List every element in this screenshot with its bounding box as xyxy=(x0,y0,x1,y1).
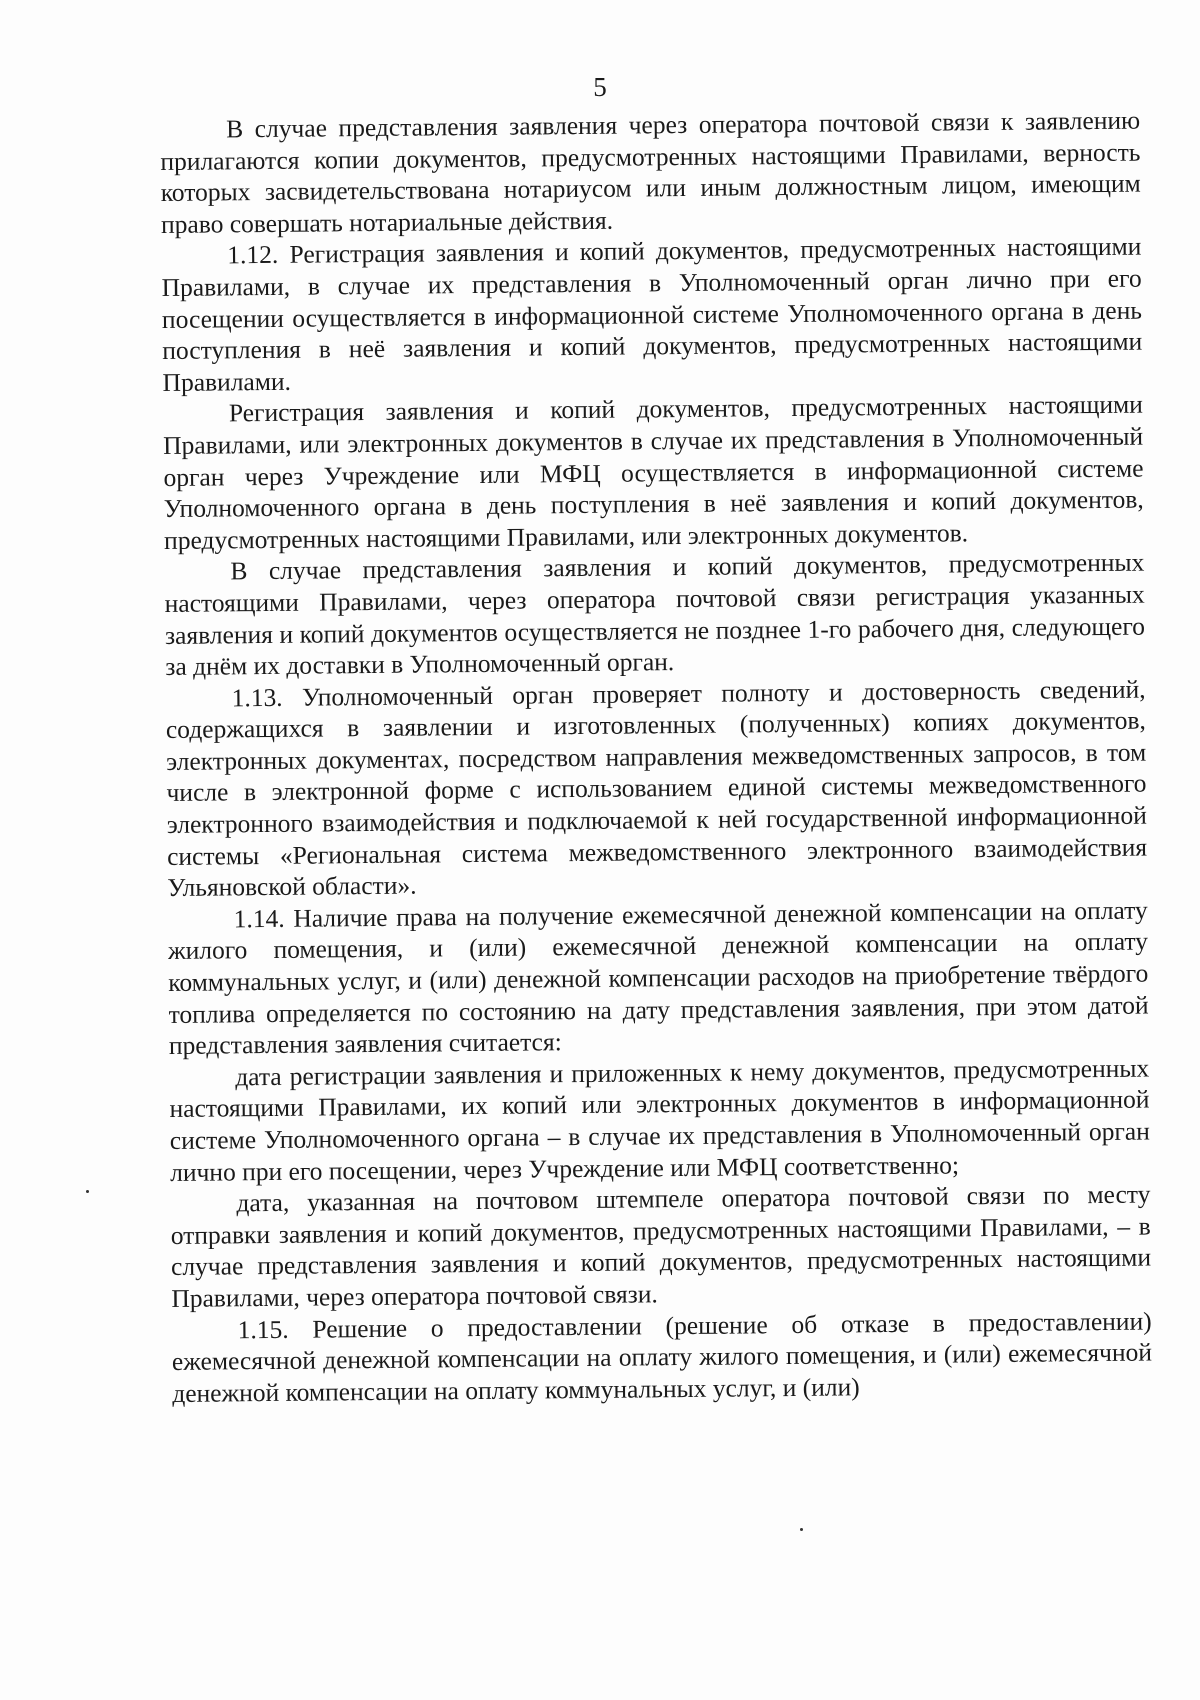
paragraph-date-registration: дата регистрации заявления и приложенных к нему документов, предусмотренных настоящими Правилами, их копий или электронных документов в информационной системе Уполномоченного органа – в случае их представления в Уполномоченный орган лично при его посещении, через Учреждение или МФЦ соответственно; xyxy=(169,1053,1150,1187)
page-number: 5 xyxy=(593,72,607,102)
paragraph-1-13: 1.13. Уполномоченный орган проверяет полноту и достоверность сведений, содержащихся в заявлении и изготовленных (полученных) копиях документов, электронных документах, посредством направления межведомственных запросов, в том числе в электронной форме с использованием единой системы межведомственного электронного взаимодействия и подключаемой к ней государственной информационной системы «Региональная система межведомственного электронного взаимодействия Ульяновской области». xyxy=(165,674,1148,903)
document-body xyxy=(160,105,1152,1410)
paragraph-1-14: 1.14. Наличие права на получение ежемесячной денежной компенсации на оплату жилого помещения, и (или) ежемесячной денежной компенсации на оплату коммунальных услуг, и (или) денежной компенсации расходов на приобретение твёрдого топлива определяется по состоянию на дату представления заявления, при этом датой представления заявления считается: xyxy=(167,895,1149,1061)
paragraph-registration-mfc: Регистрация заявления и копий документов, предусмотренных настоящими Правилами, или электронных документов в случае их представления в Уполномоченный орган через Учреждение или МФЦ осуществляется в информационной системе Уполномоченного органа в день поступления в неё заявления и копий документов, предусмотренных настоящими Правилами, или электронных документов. xyxy=(163,389,1144,555)
scan-speck xyxy=(86,1190,89,1193)
paragraph-postal-copies: В случае представления заявления через оператора почтовой связи к заявлению прилагаются копии документов, предусмотренных настоящими Правилами, верность которых засвидетельствована нотариусом или иным должностным лицом, имеющим право совершать нотариальные действия. xyxy=(160,105,1141,239)
paragraph-1-12: 1.12. Регистрация заявления и копий документов, предусмотренных настоящими Правилами, в случае их представления в Уполномоченный орган лично при его посещении осуществляется в информационной системе Уполномоченного органа в день поступления в неё заявления и копий документов, предусмотренных настоящими Правилами. xyxy=(161,231,1143,397)
paragraph-date-postmark: дата, указанная на почтовом штемпеле оператора почтовой связи по месту отправки заявления и копий документов, предусмотренных настоящими Правилами, – в случае представления заявления и копий документов, предусмотренных настоящими Правилами, через оператора почтовой связи. xyxy=(170,1179,1152,1313)
paragraph-registration-postal: В случае представления заявления и копий документов, предусмотренных настоящими Правилами, через оператора почтовой связи регистрация указанных заявления и копий документов осуществляется не позднее 1-го рабочего дня, следующего за днём их доставки в Уполномоченный орган. xyxy=(164,547,1146,682)
paragraph-1-15: 1.15. Решение о предоставлении (решение об отказе в предоставлении) ежемесячной денежной компенсации на оплату жилого помещения, и (или) ежемесячной денежной компенсации на оплату коммунальных услуг, и (или) xyxy=(171,1306,1153,1408)
scan-speck xyxy=(800,1528,803,1531)
